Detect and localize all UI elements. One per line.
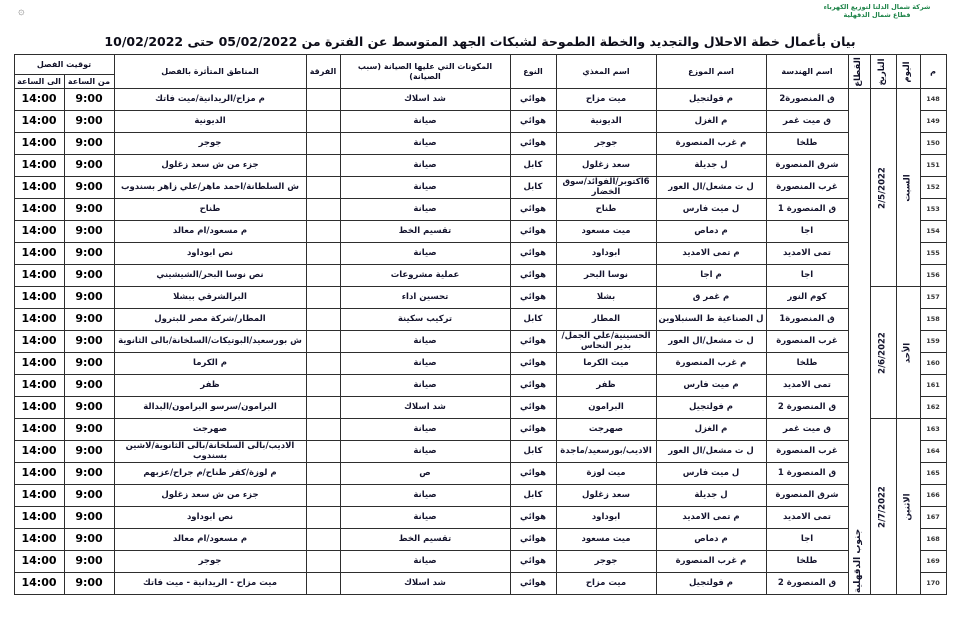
to-time-cell: 14:00 <box>14 551 64 573</box>
from-time-cell: 9:00 <box>64 485 114 507</box>
to-time-cell: 14:00 <box>14 463 64 485</box>
from-time-cell: 9:00 <box>64 309 114 331</box>
day-label: الاثنين <box>902 492 913 521</box>
schedule-table-body <box>14 89 946 595</box>
to-time-cell: 14:00 <box>14 221 64 243</box>
components-cell: تقسيم الخط <box>340 529 510 551</box>
distributor-cell: م فولتجيل <box>656 573 766 595</box>
type-cell: هوائي <box>510 353 556 375</box>
row-number-cell: 151 <box>920 155 946 177</box>
sector-header-label: القطاع <box>853 56 864 87</box>
components-cell: صيانة <box>340 419 510 441</box>
components-cell: صيانة <box>340 353 510 375</box>
row-number-cell: 169 <box>920 551 946 573</box>
distributor-cell: ل ميت فارس <box>656 199 766 221</box>
type-cell: هوائي <box>510 111 556 133</box>
distributor-cell: ل ت مشعل/ال العور <box>656 177 766 199</box>
type-cell: هوائي <box>510 529 556 551</box>
engineering-cell: طلخا <box>766 133 848 155</box>
distributor-cell: ل جديلة <box>656 485 766 507</box>
type-cell: هوائي <box>510 463 556 485</box>
feeder-cell: ميت مزاح <box>556 89 656 111</box>
engineering-cell: ق ميت غمر <box>766 419 848 441</box>
schedule-row <box>14 551 946 573</box>
from-time-cell: 9:00 <box>64 463 114 485</box>
distributor-cell: م تمى الامديد <box>656 507 766 529</box>
schedule-row <box>14 441 946 463</box>
type-cell: هوائي <box>510 89 556 111</box>
areas-cell: م الكرما <box>114 353 306 375</box>
schedule-row <box>14 155 946 177</box>
feeder-cell: الحسينية/علي الجمل/بدير النحاس <box>556 331 656 353</box>
row-number-cell: 168 <box>920 529 946 551</box>
type-cell: كابل <box>510 485 556 507</box>
row-number-cell: 152 <box>920 177 946 199</box>
distributor-cell: م الغزل <box>656 111 766 133</box>
schedule-row <box>14 221 946 243</box>
areas-cell: نص ابوداود <box>114 243 306 265</box>
engineering-cell: اجا <box>766 265 848 287</box>
team-cell <box>306 331 340 353</box>
to-time-cell: 14:00 <box>14 529 64 551</box>
type-cell: هوائي <box>510 265 556 287</box>
team-cell <box>306 485 340 507</box>
team-cell <box>306 309 340 331</box>
sector-label: جنوب الدقهلية <box>853 528 864 594</box>
feeder-cell: ميت مسعود <box>556 221 656 243</box>
feeder-cell: الاديب/بورسعيد/ماجدة <box>556 441 656 463</box>
schedule-row <box>14 309 946 331</box>
components-cell: صيانة <box>340 133 510 155</box>
feeder-cell: المطار <box>556 309 656 331</box>
areas-cell: جوجر <box>114 551 306 573</box>
areas-cell: نص ابوداود <box>114 507 306 529</box>
row-number-cell: 154 <box>920 221 946 243</box>
components-cell: شد اسلاك <box>340 573 510 595</box>
col-header-engineering: اسم الهندسة <box>766 55 848 89</box>
components-cell: عملية مشروعات <box>340 265 510 287</box>
components-cell: شد اسلاك <box>340 89 510 111</box>
from-time-cell: 9:00 <box>64 133 114 155</box>
schedule-row <box>14 265 946 287</box>
day-label: الأحد <box>902 342 913 363</box>
engineering-cell: كوم النور <box>766 287 848 309</box>
row-number-cell: 166 <box>920 485 946 507</box>
feeder-cell: ابوداود <box>556 507 656 529</box>
feeder-cell: ميت مسعود <box>556 529 656 551</box>
row-number-cell: 148 <box>920 89 946 111</box>
components-cell: صيانة <box>340 243 510 265</box>
engineering-cell: اجا <box>766 221 848 243</box>
to-time-cell: 14:00 <box>14 441 64 463</box>
areas-cell: طناح <box>114 199 306 221</box>
row-number-cell: 167 <box>920 507 946 529</box>
type-cell: هوائي <box>510 199 556 221</box>
schedule-row <box>14 375 946 397</box>
engineering-cell: غرب المنصورة <box>766 177 848 199</box>
team-cell <box>306 111 340 133</box>
feeder-cell: البرامون <box>556 397 656 419</box>
areas-cell: المطار/شركة مصر للبترول <box>114 309 306 331</box>
engineering-cell: طلخا <box>766 551 848 573</box>
feeder-cell: 6اكتوبر/الفوائد/سوق الخضار <box>556 177 656 199</box>
row-number-cell: 159 <box>920 331 946 353</box>
engineering-cell: ق المنصورة2 <box>766 89 848 111</box>
type-cell: هوائي <box>510 243 556 265</box>
type-cell: هوائي <box>510 397 556 419</box>
company-header <box>802 3 952 20</box>
team-cell <box>306 419 340 441</box>
col-header-day <box>896 55 920 89</box>
distributor-cell: م غرب المنصورة <box>656 353 766 375</box>
feeder-cell: صهرجت <box>556 419 656 441</box>
feeder-cell: سعد زغلول <box>556 155 656 177</box>
components-cell: صيانة <box>340 111 510 133</box>
feeder-cell: الديونية <box>556 111 656 133</box>
areas-cell: ميت مزاح - الريدانية - ميت فاتك <box>114 573 306 595</box>
from-time-cell: 9:00 <box>64 331 114 353</box>
company-name: شركة شمال الدلتا لتوزيع الكهرباء <box>823 3 931 11</box>
day-label: السبت <box>902 173 913 202</box>
date-header-label: التاريخ <box>877 58 888 85</box>
feeder-cell: جوجر <box>556 133 656 155</box>
col-header-num: م <box>920 55 946 89</box>
team-cell <box>306 177 340 199</box>
day-cell <box>896 419 920 595</box>
feeder-cell: جوجر <box>556 551 656 573</box>
feeder-cell: سعد زغلول <box>556 485 656 507</box>
components-cell: صيانة <box>340 155 510 177</box>
team-cell <box>306 221 340 243</box>
areas-cell: صهرجت <box>114 419 306 441</box>
schedule-row <box>14 463 946 485</box>
feeder-cell: ميت الكرما <box>556 353 656 375</box>
components-cell: شد اسلاك <box>340 397 510 419</box>
from-time-cell: 9:00 <box>64 397 114 419</box>
distributor-cell: م تمى الامديد <box>656 243 766 265</box>
components-cell: تحسين اداء <box>340 287 510 309</box>
row-number-cell: 165 <box>920 463 946 485</box>
from-time-cell: 9:00 <box>64 265 114 287</box>
team-cell <box>306 243 340 265</box>
to-time-cell: 14:00 <box>14 485 64 507</box>
day-cell <box>896 89 920 287</box>
from-time-cell: 9:00 <box>64 573 114 595</box>
from-time-cell: 9:00 <box>64 375 114 397</box>
type-cell: كابل <box>510 155 556 177</box>
areas-cell: م مزاح/الريدانية/ميت فاتك <box>114 89 306 111</box>
engineering-cell: اجا <box>766 529 848 551</box>
to-time-cell: 14:00 <box>14 287 64 309</box>
components-cell: صيانة <box>340 551 510 573</box>
feeder-cell: نوسا البحر <box>556 265 656 287</box>
day-cell <box>896 287 920 419</box>
row-number-cell: 162 <box>920 397 946 419</box>
components-cell: صيانة <box>340 199 510 221</box>
components-cell: تركيب سكينة <box>340 309 510 331</box>
distributor-cell: ل ت مشعل/ال العور <box>656 331 766 353</box>
schedule-row <box>14 573 946 595</box>
type-cell: هوائي <box>510 287 556 309</box>
team-cell <box>306 507 340 529</box>
team-cell <box>306 353 340 375</box>
schedule-row <box>14 89 946 111</box>
day-header-label: اليوم <box>902 60 913 83</box>
col-header-date <box>870 55 896 89</box>
areas-cell: م لوزة/كفر طناح/م جراح/عزبهم <box>114 463 306 485</box>
engineering-cell: ق المنصورة 1 <box>766 199 848 221</box>
feeder-cell: ظفر <box>556 375 656 397</box>
row-number-cell: 163 <box>920 419 946 441</box>
components-cell: صيانة <box>340 441 510 463</box>
outage-schedule-table <box>14 54 947 595</box>
col-header-from-time: من الساعة <box>64 75 114 89</box>
team-cell <box>306 155 340 177</box>
company-sector: قطاع شمال الدقهلية <box>843 11 911 20</box>
team-cell <box>306 199 340 221</box>
engineering-cell: تمى الامديد <box>766 243 848 265</box>
areas-cell: ش بورسعيد/البوتيكات/السلخانة/بالى الثانوية <box>114 331 306 353</box>
engineering-cell: ق المنصورة 1 <box>766 463 848 485</box>
date-label: 2/6/2022 <box>877 331 888 374</box>
to-time-cell: 14:00 <box>14 89 64 111</box>
distributor-cell: م اجا <box>656 265 766 287</box>
feeder-cell: طناح <box>556 199 656 221</box>
col-header-type: النوع <box>510 55 556 89</box>
distributor-cell: م غمر ق <box>656 287 766 309</box>
engineering-cell: ق المنصورة 2 <box>766 397 848 419</box>
type-cell: هوائي <box>510 573 556 595</box>
distributor-cell: م الغزل <box>656 419 766 441</box>
col-header-feeder: اسم المغذي <box>556 55 656 89</box>
row-number-cell: 160 <box>920 353 946 375</box>
feeder-cell: ابوداود <box>556 243 656 265</box>
col-header-timing: توقيت الفصل <box>14 55 114 75</box>
team-cell <box>306 551 340 573</box>
to-time-cell: 14:00 <box>14 397 64 419</box>
schedule-row <box>14 199 946 221</box>
type-cell: كابل <box>510 441 556 463</box>
type-cell: كابل <box>510 309 556 331</box>
team-cell <box>306 573 340 595</box>
type-cell: هوائي <box>510 419 556 441</box>
to-time-cell: 14:00 <box>14 243 64 265</box>
schedule-row <box>14 287 946 309</box>
row-number-cell: 153 <box>920 199 946 221</box>
from-time-cell: 9:00 <box>64 221 114 243</box>
engineering-cell: ق ميت غمر <box>766 111 848 133</box>
date-cell <box>870 287 896 419</box>
sector-cell <box>848 89 870 595</box>
to-time-cell: 14:00 <box>14 155 64 177</box>
distributor-cell: م فولتجيل <box>656 89 766 111</box>
schedule-row <box>14 353 946 375</box>
from-time-cell: 9:00 <box>64 287 114 309</box>
areas-cell: البرالشرقي ببشلا <box>114 287 306 309</box>
engineering-cell: طلخا <box>766 353 848 375</box>
to-time-cell: 14:00 <box>14 133 64 155</box>
type-cell: هوائي <box>510 507 556 529</box>
type-cell: هوائي <box>510 331 556 353</box>
col-header-team: الفرقة <box>306 55 340 89</box>
header-row-main <box>14 55 946 75</box>
row-number-cell: 150 <box>920 133 946 155</box>
schedule-row <box>14 529 946 551</box>
col-header-components: المكونات التي عليها الصيانة (سبب الصيانة) <box>340 55 510 89</box>
team-cell <box>306 529 340 551</box>
to-time-cell: 14:00 <box>14 111 64 133</box>
areas-cell: ش السلطانة/احمد ماهر/علي زاهر بسندوب <box>114 177 306 199</box>
engineering-cell: غرب المنصورة <box>766 331 848 353</box>
from-time-cell: 9:00 <box>64 243 114 265</box>
from-time-cell: 9:00 <box>64 551 114 573</box>
to-time-cell: 14:00 <box>14 375 64 397</box>
type-cell: هوائي <box>510 375 556 397</box>
schedule-row <box>14 485 946 507</box>
components-cell: صيانة <box>340 485 510 507</box>
type-cell: هوائي <box>510 133 556 155</box>
engineering-cell: غرب المنصورة <box>766 441 848 463</box>
date-label: 2/5/2022 <box>877 166 888 209</box>
schedule-row <box>14 243 946 265</box>
areas-cell: جزء من ش سعد زغلول <box>114 485 306 507</box>
areas-cell: جزء من ش سعد زغلول <box>114 155 306 177</box>
to-time-cell: 14:00 <box>14 265 64 287</box>
to-time-cell: 14:00 <box>14 353 64 375</box>
engineering-cell: ق المنصورة1 <box>766 309 848 331</box>
from-time-cell: 9:00 <box>64 507 114 529</box>
row-number-cell: 149 <box>920 111 946 133</box>
schedule-row <box>14 419 946 441</box>
schedule-row <box>14 177 946 199</box>
team-cell <box>306 397 340 419</box>
distributor-cell: م دماص <box>656 221 766 243</box>
corner-stamp-icon: ۞ <box>18 4 25 17</box>
engineering-cell: شرق المنصورة <box>766 485 848 507</box>
team-cell <box>306 375 340 397</box>
engineering-cell: تمى الامديد <box>766 375 848 397</box>
team-cell <box>306 89 340 111</box>
distributor-cell: م فولتجيل <box>656 397 766 419</box>
row-number-cell: 156 <box>920 265 946 287</box>
date-cell <box>870 419 896 595</box>
components-cell: صيانة <box>340 507 510 529</box>
feeder-cell: بشلا <box>556 287 656 309</box>
from-time-cell: 9:00 <box>64 155 114 177</box>
areas-cell: نص نوسا البحر/الشيشيني <box>114 265 306 287</box>
row-number-cell: 158 <box>920 309 946 331</box>
to-time-cell: 14:00 <box>14 507 64 529</box>
to-time-cell: 14:00 <box>14 419 64 441</box>
areas-cell: الديونية <box>114 111 306 133</box>
to-time-cell: 14:00 <box>14 573 64 595</box>
distributor-cell: م ميت فارس <box>656 375 766 397</box>
date-label: 2/7/2022 <box>877 485 888 528</box>
to-time-cell: 14:00 <box>14 331 64 353</box>
feeder-cell: ميت لوزة <box>556 463 656 485</box>
schedule-row <box>14 111 946 133</box>
components-cell: ص <box>340 463 510 485</box>
from-time-cell: 9:00 <box>64 353 114 375</box>
row-number-cell: 155 <box>920 243 946 265</box>
from-time-cell: 9:00 <box>64 89 114 111</box>
areas-cell: م مسعود/ام معالد <box>114 529 306 551</box>
team-cell <box>306 463 340 485</box>
distributor-cell: م دماص <box>656 529 766 551</box>
to-time-cell: 14:00 <box>14 199 64 221</box>
areas-cell: الاديب/بالى السلخانة/بالى الثانوية/لاشين بسندوب <box>114 441 306 463</box>
to-time-cell: 14:00 <box>14 309 64 331</box>
from-time-cell: 9:00 <box>64 419 114 441</box>
distributor-cell: ل ت مشعل/ال العور <box>656 441 766 463</box>
distributor-cell: م غرب المنصورة <box>656 551 766 573</box>
row-number-cell: 161 <box>920 375 946 397</box>
from-time-cell: 9:00 <box>64 177 114 199</box>
col-header-areas: المناطق المتأثرة بالفصل <box>114 55 306 89</box>
areas-cell: البرامون/سرسو البرامون/البدالة <box>114 397 306 419</box>
distributor-cell: ل الصناعية ط السنبلاوين <box>656 309 766 331</box>
distributor-cell: ل جديلة <box>656 155 766 177</box>
row-number-cell: 170 <box>920 573 946 595</box>
areas-cell: م مسعود/ام معالد <box>114 221 306 243</box>
schedule-row <box>14 397 946 419</box>
row-number-cell: 157 <box>920 287 946 309</box>
schedule-row <box>14 331 946 353</box>
team-cell <box>306 133 340 155</box>
distributor-cell: م غرب المنصورة <box>656 133 766 155</box>
engineering-cell: تمى الامديد <box>766 507 848 529</box>
col-header-distributor: اسم الموزع <box>656 55 766 89</box>
components-cell: صيانة <box>340 177 510 199</box>
distributor-cell: ل ميت فارس <box>656 463 766 485</box>
team-cell <box>306 441 340 463</box>
team-cell <box>306 287 340 309</box>
col-header-sector <box>848 55 870 89</box>
col-header-to-time: الى الساعة <box>14 75 64 89</box>
schedule-row <box>14 507 946 529</box>
from-time-cell: 9:00 <box>64 529 114 551</box>
team-cell <box>306 265 340 287</box>
areas-cell: جوجر <box>114 133 306 155</box>
components-cell: تقسيم الخط <box>340 221 510 243</box>
type-cell: هوائي <box>510 221 556 243</box>
components-cell: صيانة <box>340 331 510 353</box>
from-time-cell: 9:00 <box>64 441 114 463</box>
engineering-cell: ق المنصورة 2 <box>766 573 848 595</box>
type-cell: هوائي <box>510 551 556 573</box>
feeder-cell: ميت مزاح <box>556 573 656 595</box>
date-cell <box>870 89 896 287</box>
engineering-cell: شرق المنصورة <box>766 155 848 177</box>
to-time-cell: 14:00 <box>14 177 64 199</box>
schedule-row <box>14 133 946 155</box>
page-title: بيان بأعمال خطة الاحلال والتجديد والخطة الطموحة لشبكات الجهد المتوسط عن الفترة من 05/02/2022 حتى 10/02/2022 <box>104 34 856 49</box>
areas-cell: ظفر <box>114 375 306 397</box>
from-time-cell: 9:00 <box>64 199 114 221</box>
row-number-cell: 164 <box>920 441 946 463</box>
type-cell: كابل <box>510 177 556 199</box>
components-cell: صيانة <box>340 375 510 397</box>
from-time-cell: 9:00 <box>64 111 114 133</box>
